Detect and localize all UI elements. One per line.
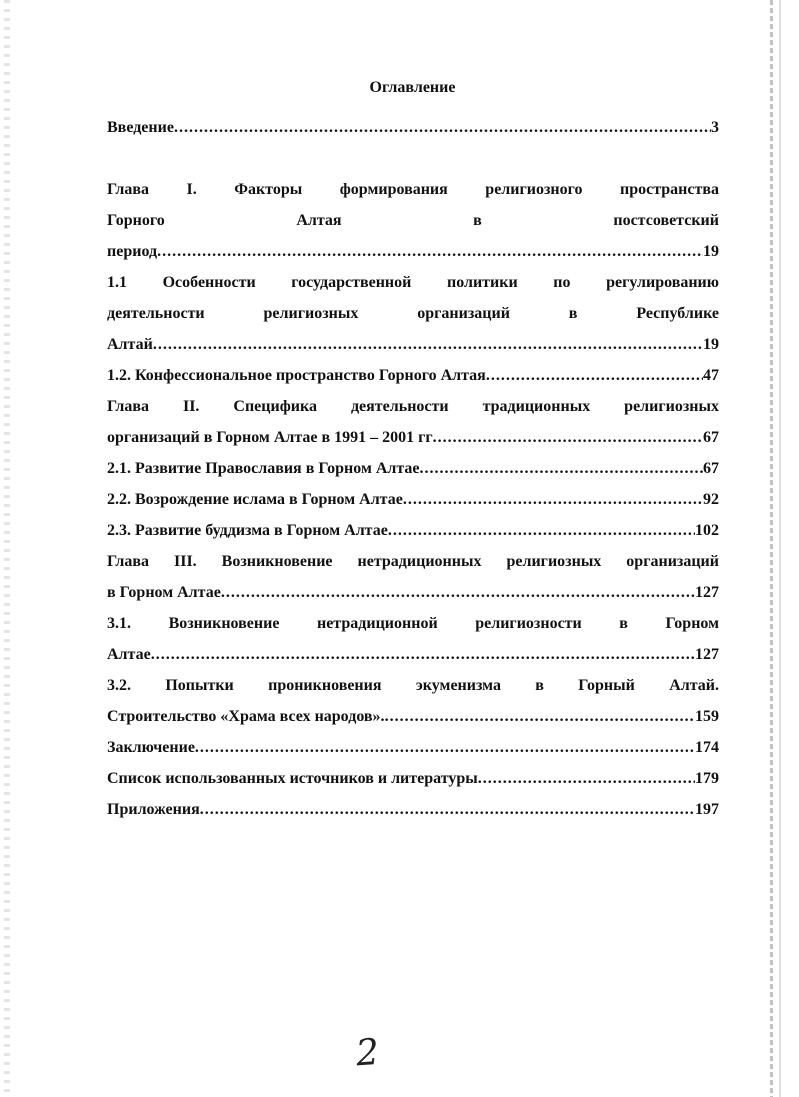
toc-entry-bibliography: [107, 763, 719, 794]
toc-entry-title: Список использованных источников и литературы: [107, 770, 478, 787]
toc-entry-page: 159: [695, 708, 719, 725]
toc-entry-title: 2.2. Возрождение ислама в Горном Алтае: [107, 491, 403, 508]
toc-entry-title: 2.3. Развитие буддизма в Горном Алтае: [107, 522, 388, 539]
dot-leader: [221, 577, 695, 608]
toc-entry-page: 127: [695, 646, 719, 663]
toc-entry-section-2-3: [107, 515, 719, 546]
scan-edge-right-line: [779, 0, 781, 1097]
toc-entry-line: Глава I. Факторы формирования религиозного пространства: [107, 181, 719, 198]
dot-leader: [486, 360, 703, 391]
toc-entry-chapter-3: [107, 546, 719, 608]
toc-entry-page: 67: [703, 429, 719, 446]
dot-leader: [433, 422, 703, 453]
toc-entry-introduction: [107, 112, 719, 143]
dot-leader: [388, 515, 695, 546]
toc-entry-page: 19: [703, 336, 719, 353]
toc-entry-title: Строительство «Храма всех народов».: [107, 708, 385, 725]
toc-entry-title: организаций в Горном Алтае в 1991 – 2001 гг: [107, 429, 433, 446]
dot-leader: [385, 701, 695, 732]
dot-leader: [403, 484, 703, 515]
toc-entry-line: 1.1 Особенности государственной политики по регулированию: [107, 274, 719, 291]
toc-entry-section-3-1: [107, 608, 719, 670]
table-of-contents: [107, 112, 719, 825]
toc-entry-appendices: [107, 794, 719, 825]
toc-entry-page: 127: [695, 584, 719, 601]
toc-entry-line: 3.1. Возникновение нетрадиционной религиозности в Горном: [107, 615, 719, 632]
scan-edge-left: [4, 0, 10, 1097]
toc-entry-page: 19: [703, 243, 719, 260]
toc-entry-page: 174: [695, 739, 719, 756]
toc-entry-section-1-2: [107, 360, 719, 391]
toc-entry-title: Введение: [107, 119, 174, 136]
handwritten-page-number: 2: [354, 1031, 381, 1075]
toc-entry-line: 3.2. Попытки проникновения экуменизма в Горный Алтай.: [107, 677, 719, 694]
toc-entry-page: 197: [695, 801, 719, 818]
toc-entry-page: 3: [711, 119, 719, 136]
toc-entry-line: Глава II. Специфика деятельности традиционных религиозных: [107, 398, 719, 415]
toc-entry-conclusion: [107, 732, 719, 763]
dot-leader: [420, 453, 703, 484]
toc-entry-line: Горного Алтая в постсоветский: [107, 212, 719, 229]
toc-entry-title: Алтае: [107, 646, 151, 663]
toc-entry-line: деятельности религиозных организаций в Республике: [107, 305, 719, 322]
toc-entry-section-2-2: [107, 484, 719, 515]
toc-entry-page: 179: [695, 770, 719, 787]
toc-entry-page: 47: [703, 367, 719, 384]
dot-leader: [151, 639, 695, 670]
toc-entry-section-1-1: [107, 267, 719, 360]
toc-entry-title: Заключение: [107, 739, 195, 756]
page-title: Оглавление: [369, 79, 456, 96]
toc-entry-title: Алтай: [107, 336, 153, 353]
toc-entry-title: период: [107, 243, 158, 260]
scan-edge-right: [770, 0, 773, 1097]
toc-entry-line: Глава III. Возникновение нетрадиционных религиозных организаций: [107, 553, 719, 570]
dot-leader: [478, 763, 695, 794]
toc-entry-title: Приложения: [107, 801, 200, 818]
toc-entry-chapter-2: [107, 391, 719, 453]
toc-entry-chapter-1: [107, 174, 719, 267]
dot-leader: [200, 794, 695, 825]
dot-leader: [174, 112, 711, 143]
toc-entry-page: 67: [703, 460, 719, 477]
dot-leader: [157, 236, 703, 267]
toc-entry-title: 1.2. Конфессиональное пространство Горного Алтая: [107, 367, 486, 384]
toc-entry-page: 102: [695, 522, 719, 539]
toc-entry-title: 2.1. Развитие Православия в Горном Алтае: [107, 460, 420, 477]
spacer: [107, 143, 719, 174]
dot-leader: [153, 329, 703, 360]
dot-leader: [195, 732, 695, 763]
toc-entry-title: в Горном Алтае: [107, 584, 221, 601]
toc-entry-page: 92: [703, 491, 719, 508]
toc-entry-section-3-2: [107, 670, 719, 732]
toc-entry-section-2-1: [107, 453, 719, 484]
